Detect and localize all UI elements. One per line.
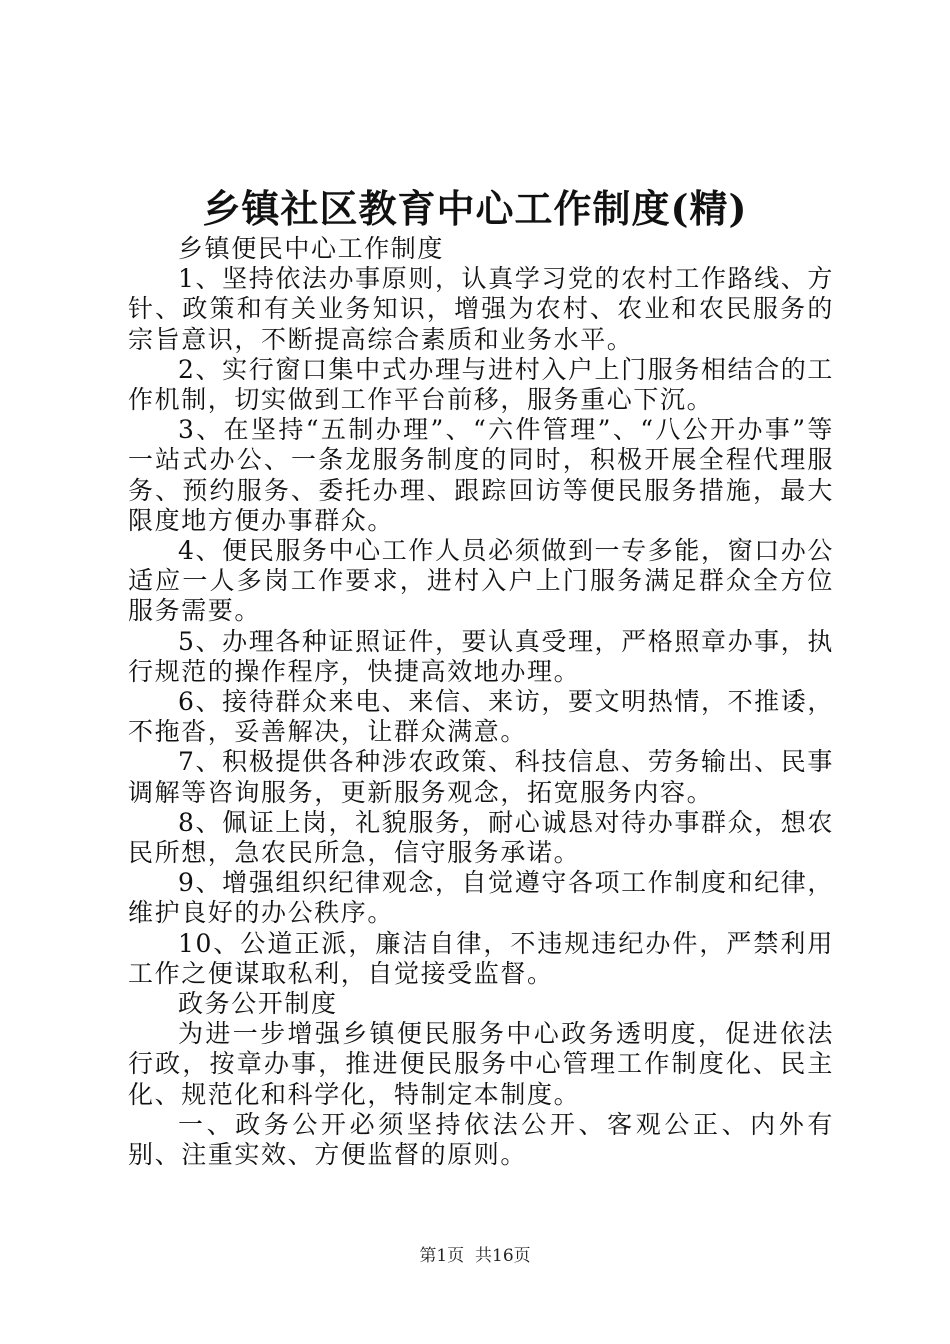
paragraph-item-5: 5、办理各种证照证件，要认真受理，严格照章办事，执行规范的操作程序，快捷高效地办理。	[128, 626, 834, 686]
paragraph-item-3: 3、在坚持“五制办理”、“六件管理”、“八公开办事”等一站式办公、一条龙服务制度的同时，积极开展全程代理服务、预约服务、委托办理、跟踪回访等便民服务措施，最大限度地方便办事群众。	[128, 415, 834, 535]
paragraph-item-10: 10、公道正派，廉洁自律，不违规违纪办件，严禁利用工作之便谋取私利，自觉接受监督。	[128, 928, 834, 988]
paragraph-section-heading: 乡镇便民中心工作制度	[178, 234, 445, 263]
document-title: 乡镇社区教育中心工作制度(精)	[202, 186, 748, 231]
page-number: 第1页	[419, 1246, 465, 1266]
paragraph-principle-1: 一、政务公开必须坚持依法公开、客观公正、内外有别、注重实效、方便监督的原则。	[128, 1109, 834, 1170]
page-total: 共16页	[475, 1246, 531, 1266]
paragraph-item-2: 2、实行窗口集中式办理与进村入户上门服务相结合的工作机制，切实做到工作平台前移，服务重心下沉。	[128, 354, 834, 415]
paragraph-intro: 为进一步增强乡镇便民服务中心政务透明度，促进依法行政，按章办事，推进便民服务中心管理工作制度化、民主化、规范化和科学化，特制定本制度。	[128, 1019, 834, 1109]
paragraph-item-6: 6、接待群众来电、来信、来访，要文明热情，不推诿，不拖沓，妥善解决，让群众满意。	[128, 687, 834, 747]
document-body	[128, 234, 834, 1170]
paragraph-section-heading-2: 政务公开制度	[178, 989, 338, 1019]
paragraph-item-4: 4、便民服务中心工作人员必须做到一专多能，窗口办公适应一人多岗工作要求，进村入户上门服务满足群众全方位服务需要。	[128, 536, 834, 626]
page-footer	[0, 1244, 950, 1268]
paragraph-item-7: 7、积极提供各种涉农政策、科技信息、劳务输出、民事调解等咨询服务，更新服务观念，拓宽服务内容。	[128, 747, 834, 807]
footer-spacer	[464, 1246, 475, 1266]
paragraph-item-9: 9、增强组织纪律观念，自觉遵守各项工作制度和纪律，维护良好的办公秩序。	[128, 868, 834, 928]
paragraph-item-8: 8、佩证上岗，礼貌服务，耐心诚恳对待办事群众，想农民所想，急农民所急，信守服务承诺。	[128, 807, 834, 868]
paragraph-item-1: 1、坚持依法办事原则，认真学习党的农村工作路线、方针、政策和有关业务知识，增强为农村、农业和农民服务的宗旨意识，不断提高综合素质和业务水平。	[128, 264, 834, 354]
